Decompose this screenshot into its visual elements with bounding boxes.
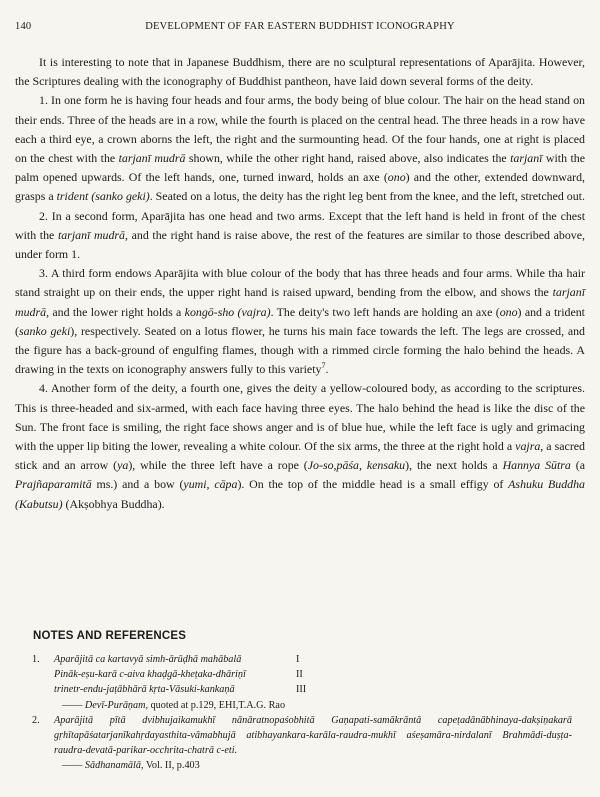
source-dash: —— bbox=[62, 699, 85, 711]
italic-term: yumi, cāpa bbox=[183, 477, 238, 492]
italic-term: tarjanī mudrā bbox=[118, 151, 186, 166]
italic-term: kongō-sho (vajra) bbox=[184, 304, 271, 319]
verse-mark: I bbox=[296, 654, 300, 665]
body-text bbox=[15, 53, 585, 514]
text-run: ) and a trident ( bbox=[15, 304, 585, 338]
italic-term: sanko geki bbox=[18, 323, 71, 338]
text-run: ), the next holds a bbox=[405, 458, 503, 473]
text-run: . bbox=[325, 362, 329, 377]
notes-title: NOTES AND REFERENCES bbox=[33, 630, 187, 642]
source-title: Sādhanamālā bbox=[84, 760, 141, 772]
source-dash: —— bbox=[62, 760, 85, 772]
text-run: ). On the top of the middle head is a small effigy of bbox=[237, 477, 509, 492]
text-run: 1. In one form he is having four heads and four arms, the body being of blue colour. The hair on the head stand on their ends. Three of the heads are in a row, while the fourth is placed on the central head. The three heads in a row have each a third eye, a crown aborns the left, the right and the surmounting head. Of the four hands, one at right is placed on the chest with the bbox=[15, 93, 585, 166]
note-source bbox=[54, 758, 572, 773]
paragraph bbox=[15, 207, 585, 265]
text-run: ) and the other, extended downward, grasps a bbox=[15, 170, 586, 204]
text-run: with the palm opened upwards. Of the left hands, one, turned inward, holds an axe ( bbox=[15, 151, 585, 185]
verse-line bbox=[54, 682, 572, 697]
text-run: (Akṣobhya Buddha). bbox=[62, 496, 165, 511]
italic-term: ono bbox=[387, 170, 406, 185]
text-run: . Seated on a lotus, the deity has the right leg bent from the knee, and the left, stretched out. bbox=[149, 189, 585, 204]
italic-term: tarjanī bbox=[510, 151, 543, 166]
footnote-ref: 7 bbox=[321, 361, 326, 371]
text-run: , and the right hand is raise above, the rest of the features are similar to those described above, under form 1. bbox=[15, 227, 585, 262]
note-2 bbox=[32, 713, 572, 774]
verse-line bbox=[54, 652, 572, 667]
running-title: DEVELOPMENT OF FAR EASTERN BUDDHIST ICONOGRAPHY bbox=[145, 21, 455, 32]
verse-mark: III bbox=[296, 684, 307, 696]
text-run: It is interesting to note that in Japanese Buddhism, there are no sculptural representations of Aparājita. However, the Scriptures dealing with the iconography of Buddhist pantheon, have laid down several forms of the deity. bbox=[15, 55, 585, 89]
text-run: (a bbox=[570, 458, 586, 473]
italic-term: vajra bbox=[515, 439, 541, 454]
note-text: Aparājitā pītā dvibhujaikamukhī nānāratnopaśobhitā Gaṇapati-samākrāntā capeṭadānābhinaya-dakṣiṇakarā gṛhītapāśatarjanīkahṛdayasthita-vāmabhujā atibhayankara-karāla-raudra-mukhī aśeṣamāra-nirdalanī Brahmādi-duṣṭa-raudra-devatā-parikar-occhrita-chatrā c-eti. bbox=[54, 714, 572, 757]
note-1 bbox=[32, 652, 572, 713]
italic-term: Ashuku Buddha (Kabutsu) bbox=[15, 477, 585, 511]
paragraph bbox=[15, 379, 585, 513]
verse-text: Aparājitā ca kartavyā simh-ārūḍhā mahābalā bbox=[54, 654, 242, 665]
source-detail: , Vol. II, p.403 bbox=[140, 760, 200, 772]
paragraph bbox=[15, 264, 585, 379]
text-run: 4. Another form of the deity, a fourth one, gives the deity a yellow-coloured body, as according to the scriptures. This is three-headed and six-armed, with each face having three eyes. The halo behind the head is like the disc of the Sun. The front face is smiling, the right face shows anger and is of blue hue, while the left face is ugly and grimacing with the upper lip biting the lower, revealing a white colour. Of the six arms, the three at the right hold a bbox=[15, 381, 585, 454]
paragraph bbox=[15, 91, 585, 206]
paragraph bbox=[15, 53, 585, 91]
note-source bbox=[54, 698, 572, 713]
verse-mark: II bbox=[296, 669, 303, 681]
text-run: ms.) and a bow ( bbox=[91, 477, 184, 492]
page-header bbox=[15, 21, 585, 35]
italic-term: tarjanī mudrā bbox=[15, 285, 585, 319]
note-number: 1. bbox=[32, 654, 40, 665]
text-run: . The deity's two left hands are holding an axe ( bbox=[270, 304, 500, 319]
italic-term: Prajñaparamitā bbox=[15, 477, 92, 492]
italic-term: Hannya Sūtra bbox=[502, 458, 571, 473]
page-number: 140 bbox=[15, 21, 32, 32]
text-run: 3. A third form endows Aparājita with blue colour of the body that has three heads and four arms. While tha hair stand straight up on their ends, the upper right hand is raised upward, bending from the elbow, and shows the bbox=[15, 266, 585, 300]
verse-line bbox=[54, 667, 572, 682]
source-title: Devī-Purāṇam bbox=[84, 699, 146, 711]
text-run: ), respectively. Seated on a lotus flower, he turns his main face towards the left. The legs are crossed, and the figure has a back-ground of engulfing flames, though with a rimmed circle forming the halo behind the heads. A drawing in the texts on iconography answers fully to this variety bbox=[15, 323, 585, 377]
note-number: 2. bbox=[32, 714, 40, 726]
text-run: ), while the three left have a rope ( bbox=[128, 458, 308, 473]
italic-term: ya bbox=[117, 458, 129, 473]
italic-term: ono bbox=[499, 304, 518, 319]
italic-term: trident (sanko geki) bbox=[56, 189, 150, 204]
text-run: , and the lower right holds a bbox=[46, 304, 185, 319]
source-detail: , quoted at p.129, EHI,T.A.G. Rao bbox=[145, 699, 286, 711]
italic-term: tarjanī mudrā bbox=[57, 227, 125, 242]
verse-text: trinetr-endu-jaṭābhārā kṛta-Vāsuki-kankaṇā bbox=[54, 684, 235, 696]
text-run: 2. In a second form, Aparājita has one head and two arms. Except that the left hand is held in front of the chest with the bbox=[15, 208, 585, 242]
italic-term: Jo-so,pāśa, kensaku bbox=[307, 458, 406, 473]
verse-text: Pināk-eṣu-karā c-aiva khaḍgā-kheṭaka-dhāriṇī bbox=[54, 669, 246, 681]
notes-list bbox=[32, 652, 572, 774]
text-run: shown, while the other right hand, raised above, also indicates the bbox=[185, 151, 511, 166]
text-run: , a sacred stick and an arrow ( bbox=[15, 439, 585, 473]
